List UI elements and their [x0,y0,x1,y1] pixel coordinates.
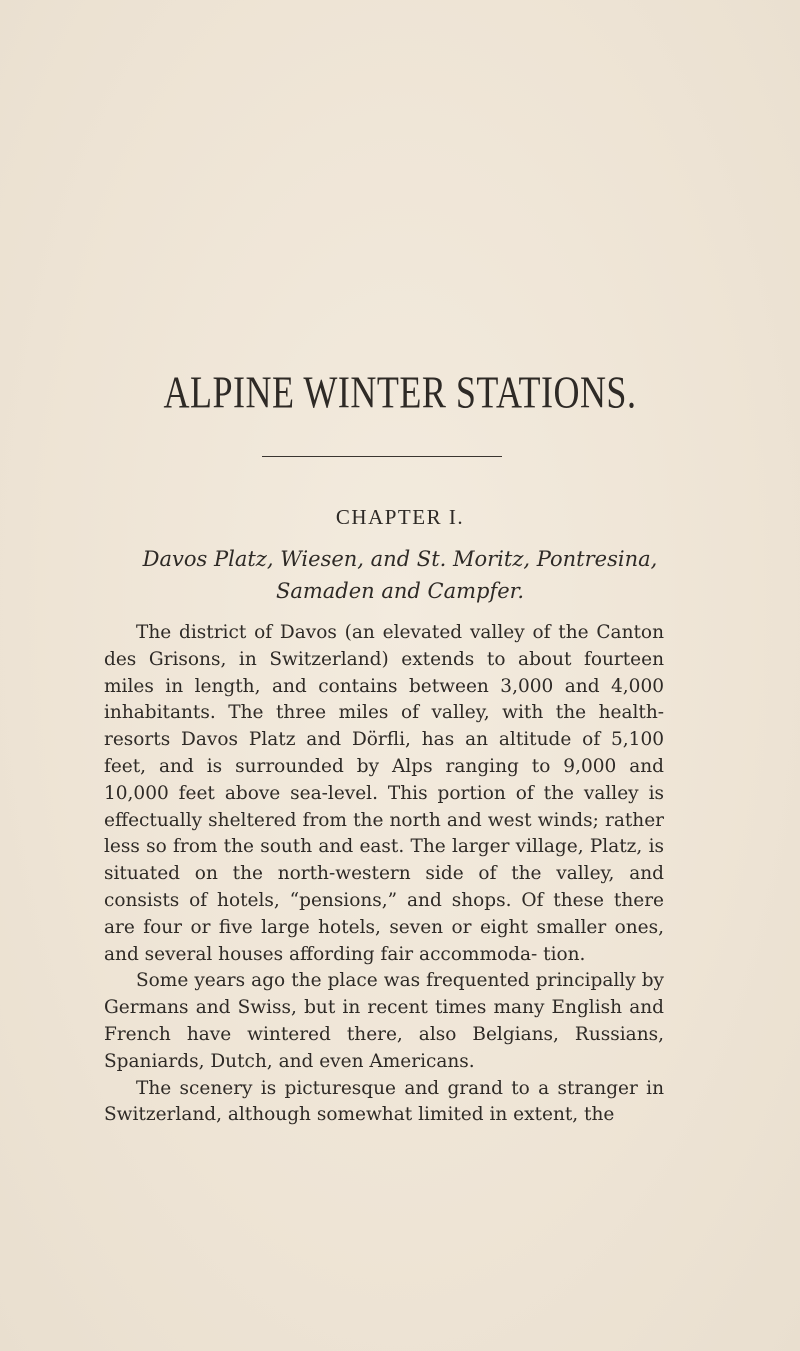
paragraph-1: The district of Davos (an elevated valley of the Canton des Grisons, in Switzerland) extends to about fourteen miles in length, and contains between 3,000 and 4,000 inhabitants. The three miles of valley, with the health-resorts Davos Platz and Dörfli, has an altitude of 5,100 feet, and is surrounded by Alps ranging to 9,000 and 10,000 feet above sea-level. This portion of the valley is effectually sheltered from the north and west winds; rather less so from the south and east. The larger village, Platz, is situated on the north-western side of the valley, and consists of hotels, “pensions,” and shops. Of these there are four or five large hotels, seven or eight smaller ones, and several houses affording fair accommoda- tion. [104,622,664,965]
paragraph-3: The scenery is picturesque and grand to a stranger in Switzerland, although somewhat limited in extent, the [104,1077,664,1126]
chapter-heading: CHAPTER I. [335,505,465,529]
chapter-subtitle: Davos Platz, Wiesen, and St. Moritz, Pontresina, Samaden and Campfer. [142,547,658,603]
body-text [104,620,664,1129]
paragraph-2: Some years ago the place was frequented principally by Germans and Swiss, but in recent times many English and French have wintered there, also Belgians, Russians, Spaniards, Dutch, and even Americans. [104,970,664,1072]
book-title: ALPINE WINTER STATIONS. [163,367,637,418]
title-divider [262,456,502,457]
